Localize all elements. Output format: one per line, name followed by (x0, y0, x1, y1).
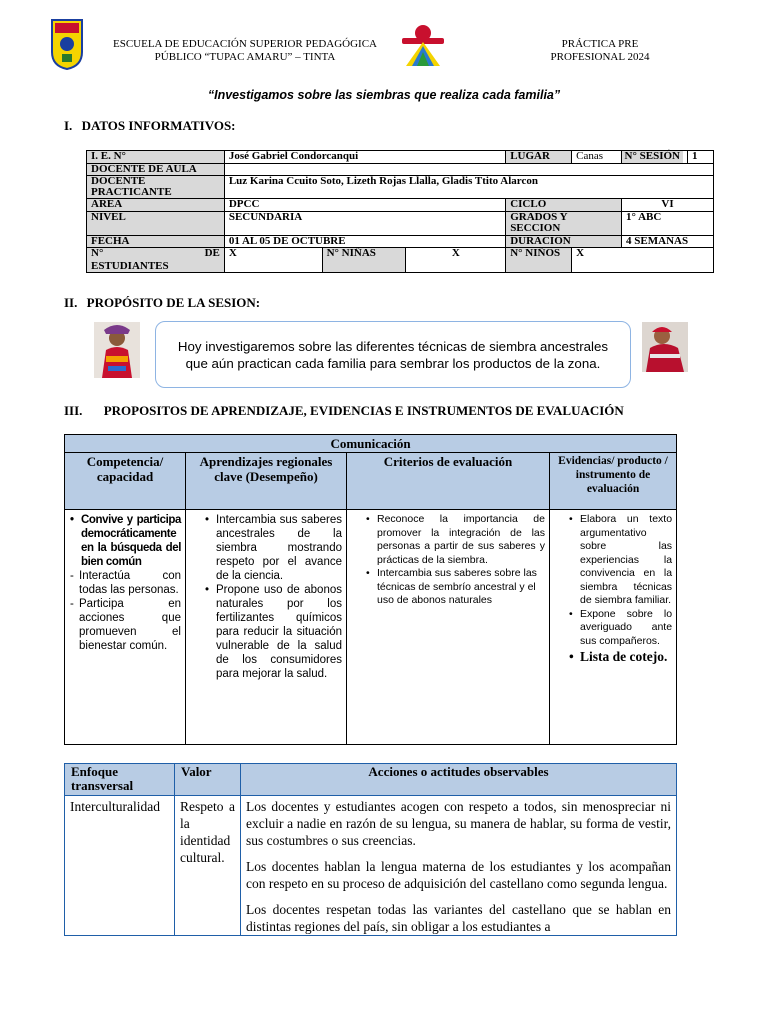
area-value: DPCC (224, 199, 505, 212)
ninos-value: X (572, 248, 714, 273)
evidencias-cell (550, 510, 677, 745)
section-2-number: II. (64, 295, 78, 310)
competencias-table (64, 434, 677, 745)
enfoque-value: Interculturalidad (65, 796, 175, 936)
enfoque-row (65, 796, 677, 936)
grados-label: GRADOS Y SECCION (506, 211, 622, 235)
criterios-list (351, 513, 545, 608)
lugar-label: LUGAR (506, 151, 572, 164)
evidencia-item: • Expone sobre lo averiguado ante sus compañeros. (580, 608, 672, 649)
accion-item: Los docentes respetan todas las variantes del castellano que se hablan en distintas regiones del país, sin obligar a los estudiantes a (246, 902, 671, 934)
ninos-label: N° NIÑOS (506, 248, 572, 273)
fecha-value: 01 AL 05 DE OCTUBRE (224, 235, 505, 248)
acciones-cell (241, 796, 677, 936)
tupac-amaru-logo (398, 24, 448, 68)
col-valor: Valor (175, 764, 241, 796)
desempenos-list (196, 513, 342, 681)
ciclo-value: VI (622, 199, 714, 212)
practice-title (530, 38, 670, 64)
sesion-label: N° SESIÓN (621, 151, 683, 163)
practice-line1: PRÁCTICA PRE (561, 38, 639, 50)
info-row-estudiantes (87, 248, 714, 273)
section-1-number: I. (64, 118, 73, 133)
capacidad-item: - Participa en acciones que promueven el bienestar común. (79, 597, 181, 653)
competencia-item: • Convive y participa democráticamente en la búsqueda del bien común (81, 513, 181, 569)
section-2-heading (64, 295, 260, 311)
col-desempeno: Aprendizajes regionales clave (Desempeño) (186, 453, 347, 510)
section-1-heading (64, 118, 236, 134)
accion-item: Los docentes hablan la lengua materna de los estudiantes y los acompañan con respeto en su proceso de adquisición del castellano como segunda lengua. (246, 859, 671, 891)
sesion-value: 1 (691, 150, 698, 162)
estudiantes-label-b: DE (204, 247, 220, 259)
ninas-label: N° NIÑAS (322, 248, 406, 273)
school-logo-cnm (50, 18, 84, 70)
purpose-text: Hoy investigaremos sobre las diferentes técnicas de siembra ancestrales que aún practican cada familia para sembrar los productos de la zona. (177, 338, 609, 371)
info-row-docente-aula (87, 163, 714, 176)
ie-label: I. E. N° (87, 151, 225, 164)
comm-header-row (65, 453, 677, 510)
evidencia-item: • Elabora un texto argumentativo sobre las experiencias la convivencia en la siembra técnicas de siembra familiar. (580, 513, 672, 608)
fecha-label: FECHA (87, 235, 225, 248)
col-evidencias: Evidencias/ producto / instrumento de evaluación (550, 453, 677, 510)
criterio-item: • Intercambia sus saberes sobre las técnicas de sembrío ancestral y el uso de abonos naturales (377, 567, 545, 608)
docente-aula-value (224, 163, 713, 176)
info-row-fecha (87, 235, 714, 248)
school-name-line1: ESCUELA DE EDUCACIÓN SUPERIOR PEDAGÓGICA (112, 38, 377, 50)
session-title: “Investigamos sobre las siembras que realiza cada familia” (207, 88, 561, 102)
competencia-cell (65, 510, 186, 745)
col-acciones: Acciones o actitudes observables (241, 764, 677, 796)
school-name (95, 38, 395, 64)
info-row-area (87, 199, 714, 212)
ciclo-label: CICLO (506, 199, 622, 212)
evidencias-list (554, 513, 672, 665)
criterios-cell (347, 510, 550, 745)
nivel-value: SECUNDARIA (224, 211, 505, 235)
info-row-nivel (87, 211, 714, 235)
col-criterios: Criterios de evaluación (347, 453, 550, 510)
child-photo-right (642, 322, 688, 378)
col-competencia: Competencia/ capacidad (65, 453, 186, 510)
estudiantes-value: X (224, 248, 322, 273)
instrumento-item: • Lista de cotejo. (580, 648, 672, 665)
ninas-value: X (406, 248, 506, 273)
ie-value: José Gabriel Condorcanqui (224, 151, 505, 164)
section-3-label: PROPOSITOS DE APRENDIZAJE, EVIDENCIAS E INSTRUMENTOS DE EVALUACIÓN (103, 403, 624, 418)
valor-value: Respeto a la identidad cultural. (175, 796, 241, 936)
lugar-value: Canas (572, 151, 688, 164)
area-label: AREA (87, 199, 225, 212)
docente-aula-label: DOCENTE DE AULA (87, 163, 225, 176)
estudiantes-label-a: N° (91, 247, 104, 259)
capacidad-item: - Interactúa con todas las personas. (79, 569, 181, 597)
section-3-heading (64, 403, 624, 419)
purpose-box (155, 321, 631, 388)
duracion-value: 4 SEMANAS (622, 235, 714, 248)
estudiantes-label (87, 248, 225, 273)
col-enfoque: Enfoque transversal (65, 764, 175, 796)
desempenos-cell (186, 510, 347, 745)
sesion-cell (624, 150, 713, 164)
section-3-number: III. (64, 403, 83, 418)
comm-body-row (65, 510, 677, 745)
girl-photo-left (94, 322, 140, 378)
grados-value: 1° ABC (622, 211, 714, 235)
section-1-label: DATOS INFORMATIVOS: (81, 118, 236, 133)
estudiantes-label-c: ESTUDIANTES (91, 259, 169, 272)
school-name-line2: PÚBLICO “TUPAC AMARU” – TINTA (154, 51, 336, 63)
info-row-docente-practicante (87, 176, 714, 199)
practice-line2: PROFESIONAL 2024 (550, 51, 650, 63)
section-2-label: PROPÓSITO DE LA SESION: (86, 295, 261, 310)
info-table (86, 150, 714, 273)
competencia-list (69, 513, 181, 569)
desempeno-item: • Intercambia sus saberes ancestrales de la siembra mostrando respeto por el avance de la ciencia. (216, 513, 342, 583)
criterio-item: • Reconoce la importancia de promover la integración de las personas a partir de sus saberes y prácticas de la siembra. (377, 513, 545, 567)
area-title: Comunicación (65, 435, 677, 453)
desempeno-item: • Propone uso de abonos naturales por los fertilizantes químicos para reducir la situación vulnerable de la salud de los consumidores para mejorar la salud. (216, 583, 342, 681)
accion-item: Los docentes y estudiantes acogen con respeto a todos, sin menospreciar ni excluir a nadie en razón de su lengua, su manera de hablar, su forma de vestir, sus costumbres o sus creencias. (246, 799, 671, 848)
enfoque-table (64, 763, 677, 936)
enfoque-header-row (65, 764, 677, 796)
duracion-label: DURACION (506, 235, 622, 248)
nivel-label: NIVEL (87, 211, 225, 235)
capacidades-list (69, 569, 181, 653)
info-row-ie (87, 151, 714, 164)
docente-practicante-value: Luz Karina Ccuito Soto, Lizeth Rojas Llalla, Gladis Ttito Alarcon (224, 176, 713, 199)
area-title-row (65, 435, 677, 453)
docente-practicante-label: DOCENTE PRACTICANTE (87, 176, 225, 199)
